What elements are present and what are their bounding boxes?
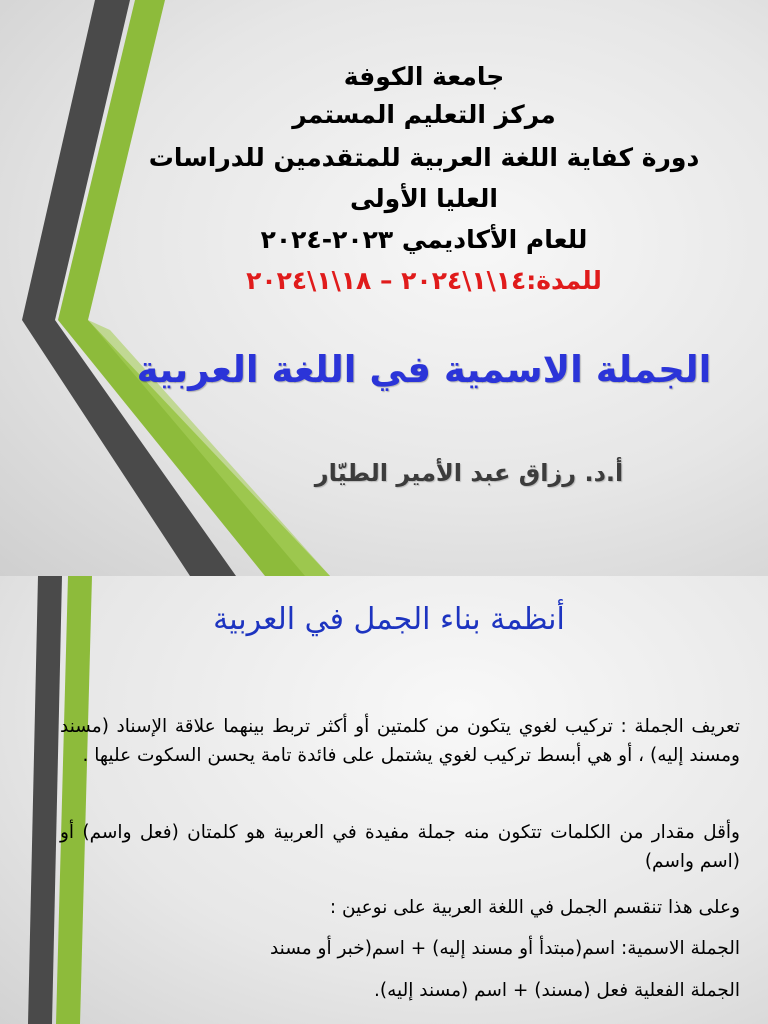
paragraph-minimum-words: وأقل مقدار من الكلمات تتكون منه جملة مفيدة في العربية هو كلمتان (فعل واسم) أو (اسم واسم) (60, 822, 740, 872)
paragraph-nominal-sentence: الجملة الاسمية: اسم(مبتدأ أو مسند إليه) + اسم(خبر أو مسند (269, 938, 740, 959)
course-period: للمدة:١٤\١\٢٠٢٤ – ١٨\١\٢٠٢٤ (246, 266, 602, 295)
lecture-title: الجملة الاسمية في اللغة العربية (136, 348, 712, 391)
academic-year: للعام الأكاديمي ٢٠٢٣-٢٠٢٤ (260, 225, 588, 254)
slide-2-title: أنظمة بناء الجمل في العربية (213, 602, 565, 637)
course-title-line-1: دورة كفاية اللغة العربية للمتقدمين للدراسات (148, 143, 700, 172)
author-name: أ.د. رزاق عبد الأمير الطيّار (314, 459, 624, 487)
paragraph-definition: تعريف الجملة : تركيب لغوي يتكون من كلمتين أو أكثر تربط بينهما علاقة الإسناد (مسند ومسند إليه) ، أو هي أبسط تركيب لغوي يشتمل على فائدة تامة يحسن السكوت عليها . (60, 716, 740, 766)
dark-stripe (28, 576, 62, 1024)
course-title-line-2: العليا الأولى (350, 184, 498, 213)
center-name: مركز التعليم المستمر (292, 100, 556, 129)
paragraph-verbal-sentence: الجملة الفعلية فعل (مسند) + اسم (مسند إليه). (374, 980, 740, 1001)
paragraph-division: وعلى هذا تنقسم الجمل في اللغة العربية على نوعين : (329, 897, 740, 918)
university-name: جامعة الكوفة (343, 62, 505, 91)
